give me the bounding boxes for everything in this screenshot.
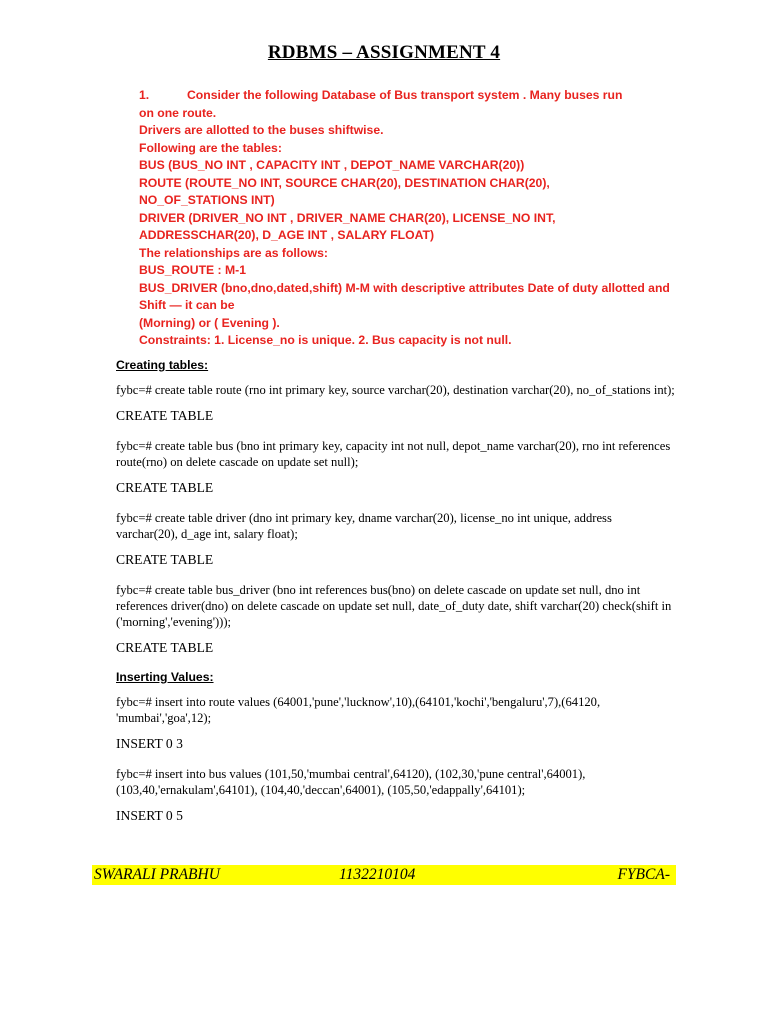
question-line: BUS_ROUTE : M-1 — [139, 263, 246, 277]
question-line: ROUTE (ROUTE_NO INT, SOURCE CHAR(20), DESTINATION CHAR(20), — [139, 175, 550, 190]
sql-command: fybc=# create table bus_driver (bno int references bus(bno) on delete cascade on update set null, dno int references driver(dno) on delete cascade on update set null, date_of_duty date, shift varchar(20) check(shift in ('morning','evening'))); — [116, 583, 672, 629]
sql-command: fybc=# create table driver (dno int primary key, dname varchar(20), license_no int unique, address varchar(20), d_age int, salary float); — [116, 511, 612, 541]
question-line: DRIVER (DRIVER_NO INT , DRIVER_NAME CHAR(20), LICENSE_NO INT, — [139, 210, 556, 225]
sql-result: CREATE TABLE — [116, 480, 214, 495]
question-line: NO_OF_STATIONS INT) — [139, 193, 275, 207]
question-line: BUS (BUS_NO INT , CAPACITY INT , DEPOT_NAME VARCHAR(20)) — [139, 158, 525, 172]
sql-result: INSERT 0 3 — [116, 736, 183, 751]
roll-number: 1132210104 — [339, 866, 416, 883]
class-label: FYBCA- — [617, 866, 670, 883]
creating-tables-heading: Creating tables: — [116, 358, 209, 372]
question-line: BUS_DRIVER (bno,dno,dated,shift) M-M with descriptive attributes Date of duty allotted and Shift — it can be — [139, 280, 670, 312]
sql-command: fybc=# create table route (rno int primary key, source varchar(20), destination varchar(20), no_of_stations int); — [116, 383, 675, 397]
answer-content — [116, 358, 676, 838]
question-line: (Morning) or ( Evening ). — [139, 315, 280, 330]
page-title: RDBMS – ASSIGNMENT 4 — [267, 42, 501, 63]
sql-result: CREATE TABLE — [116, 552, 214, 567]
sql-command: fybc=# insert into route values (64001,'pune','lucknow',10),(64101,'kochi','bengaluru',7),(64120, 'mumbai','goa',12); — [116, 695, 601, 725]
inserting-values-heading: Inserting Values: — [116, 670, 214, 684]
question-line: Drivers are allotted to the buses shiftwise. — [139, 123, 384, 137]
sql-command: fybc=# create table bus (bno int primary key, capacity int not null, depot_name varchar(20), rno int references route(rno) on delete cascade on update set null); — [116, 439, 671, 469]
student-name: SWARALI PRABHU — [94, 866, 220, 883]
sql-result: CREATE TABLE — [116, 408, 214, 423]
question-line: ADDRESSCHAR(20), D_AGE INT , SALARY FLOAT) — [139, 228, 434, 242]
question-line: on one route. — [139, 105, 217, 120]
sql-command: fybc=# insert into bus values (101,50,'mumbai central',64120), (102,30,'pune central',64001), (103,40,'ernakulam',64101), (104,40,'deccan',64001), (105,50,'edappally',64101); — [116, 767, 586, 797]
question-line: 1. Consider the following Database of Bus transport system . Many buses run — [139, 87, 679, 105]
question-block — [139, 87, 679, 350]
page-footer — [92, 865, 676, 885]
question-line: Following are the tables: — [139, 140, 282, 155]
question-line: The relationships are as follows: — [139, 245, 328, 260]
sql-result: INSERT 0 5 — [116, 808, 183, 823]
question-number: 1. — [139, 88, 150, 102]
question-line: Constraints: 1. License_no is unique. 2. Bus capacity is not null. — [139, 333, 512, 347]
sql-result: CREATE TABLE — [116, 640, 214, 655]
